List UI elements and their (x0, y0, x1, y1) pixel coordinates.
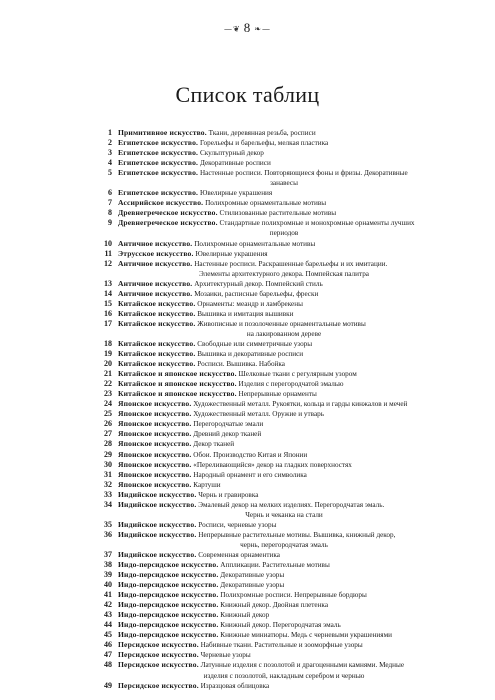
list-item (100, 168, 480, 188)
list-item-heading: Античное искусство. (118, 238, 193, 248)
list-item-description: «Переливающийся» декор на гладких поверхностях (193, 460, 352, 469)
list-item-number: 1 (108, 128, 112, 137)
list-item-heading: Ассирийское искусство. (118, 198, 204, 208)
list-item-number: 4 (108, 158, 112, 168)
list-item-number: 46 (104, 640, 112, 650)
list-item-continuation: Чернь и чеканка на стали (245, 510, 323, 519)
list-item-heading: Индо-персидское искусство. (118, 600, 219, 610)
list-item-heading: Античное искусство. (118, 258, 193, 268)
list-item-description: Росписи, черневые узоры (198, 520, 277, 529)
list-item-description: Ювелирные украшения (199, 189, 273, 198)
list-item-description: Непрерывные орнаменты (238, 390, 317, 399)
list-item-heading: Индо-персидское искусство. (118, 620, 219, 630)
list-item (100, 128, 480, 138)
list-item-number: 5 (108, 168, 112, 178)
list-item-number: 34 (104, 499, 112, 509)
list-item (100, 319, 480, 339)
list-item-number: 48 (104, 660, 112, 670)
list-item-description: Художественный металл. Рукоятки, кольца и гарды кинжалов и мечей (193, 400, 408, 409)
list-item-description: Изделия с перегородчатой эмалью (238, 380, 344, 389)
list-item-description: Черневые узоры (200, 651, 251, 660)
list-item-heading: Японское искусство. (118, 439, 192, 449)
list-item-number: 17 (104, 318, 112, 328)
list-item (100, 500, 480, 520)
list-item-description: Современная орнаментика (198, 550, 280, 559)
list-item-description: Скульптурный декор (199, 149, 264, 158)
list-item (100, 650, 480, 660)
list-item (100, 349, 480, 359)
list-item-number: 14 (104, 288, 112, 298)
list-item (100, 660, 480, 680)
list-item (100, 188, 480, 198)
list-item-description: Архитектурный декор. Помпейский стиль (194, 279, 323, 288)
list-item-heading: Древнегреческое искусство. (118, 218, 218, 228)
list-item-description: Аппликации. Растительные мотивы (220, 561, 330, 570)
page-title: Список таблиц (175, 82, 320, 107)
list-item-description: Чернь и гравировка (198, 490, 259, 499)
list-item-description: Стилизованные растительные мотивы (219, 209, 337, 218)
list-item-heading: Персидское искусство. (118, 680, 199, 690)
list-item-description: Книжные миниатюры. Медь с черневыми украшениями (220, 631, 392, 640)
list-item-number: 26 (104, 419, 112, 429)
list-item (100, 409, 480, 419)
list-item-heading: Японское искусство. (118, 429, 192, 439)
list-item (100, 439, 480, 449)
ornament-right: ❧— (254, 24, 271, 34)
list-item-number: 30 (104, 459, 112, 469)
list-item-number: 32 (104, 479, 112, 489)
list-item-description: Картуши (193, 480, 221, 489)
list-item (100, 379, 480, 389)
list-item-number: 6 (108, 188, 112, 198)
list-item (100, 550, 480, 560)
list-item-heading: Египетское искусство. (118, 138, 199, 148)
list-item-heading: Китайское искусство. (118, 298, 196, 308)
list-item-heading: Индо-персидское искусство. (118, 590, 219, 600)
list-item-number: 45 (104, 630, 112, 640)
list-item-heading: Китайское и японское искусство. (118, 369, 237, 379)
list-item-heading: Античное искусство. (118, 278, 193, 288)
list-item-number: 40 (104, 580, 112, 590)
list-item-description: Настенные росписи. Повторяющиеся фоны и фризы. Декоративные (199, 169, 408, 178)
list-item-heading: Японское искусство. (118, 469, 192, 479)
list-item (100, 610, 480, 620)
list-item (100, 389, 480, 399)
list-item-number: 10 (104, 238, 112, 248)
list-item (100, 580, 480, 590)
list-item-heading: Египетское искусство. (118, 148, 199, 158)
list-item-number: 2 (108, 138, 112, 148)
list-item-continuation: чернь, перегородчатая эмаль (240, 540, 328, 549)
list-item (100, 158, 480, 168)
list-item (100, 520, 480, 530)
list-item-heading: Китайское искусство. (118, 349, 196, 359)
list-item-continuation: занавесы (270, 179, 298, 188)
list-item-heading: Японское искусство. (118, 449, 192, 459)
list-item-heading: Японское искусство. (118, 419, 192, 429)
list-item-number: 36 (104, 529, 112, 539)
list-item (100, 289, 480, 299)
list-item-description: Настенные росписи. Раскрашенные барельефы и их имитации. (194, 259, 388, 268)
list-item-description: Эмалевый декор на мелких изделиях. Перегородчатая эмаль. (198, 500, 385, 509)
list-item-heading: Японское искусство. (118, 409, 192, 419)
list-item-continuation: на лакированном дереве (246, 329, 322, 338)
list-item (100, 681, 480, 691)
list-item-number: 9 (108, 218, 112, 228)
list-item-description: Вышивка и декоративные росписи (197, 350, 304, 359)
list-item-number: 44 (104, 620, 112, 630)
list-item-number: 43 (104, 610, 112, 620)
list-item-description: Латунные изделия с позолотой и драгоценными камнями. Медные (200, 661, 405, 670)
list-item-number: 18 (104, 338, 112, 348)
list-item-number: 22 (104, 379, 112, 389)
list-item (100, 450, 480, 460)
list-item-heading: Персидское искусство. (118, 650, 199, 660)
list-item-heading: Китайское искусство. (118, 359, 196, 369)
list-item (100, 299, 480, 309)
list-item-description: Непрерывные растительные мотивы. Вышивка, книжный декор, (198, 530, 396, 539)
list-item-number: 37 (104, 549, 112, 559)
list-item-description: Декоративные узоры (220, 581, 285, 590)
list-item-number: 29 (104, 449, 112, 459)
list-item-description: Книжный декор. Двойная плетенка (220, 601, 329, 610)
list-item (100, 339, 480, 349)
list-item-heading: Китайское искусство. (118, 338, 196, 348)
list-item-description: Декор тканей (193, 440, 235, 449)
list-item-number: 12 (104, 258, 112, 268)
list-item-number: 15 (104, 298, 112, 308)
list-item (100, 590, 480, 600)
list-item-heading: Примитивное искусство. (118, 128, 207, 137)
list-item-number: 24 (104, 399, 112, 409)
list-item-continuation: Элементы архитектурного декора. Помпейская палитра (199, 269, 369, 278)
list-item (100, 640, 480, 650)
list-item-heading: Индийское искусство. (118, 549, 197, 559)
list-item (100, 490, 480, 500)
list-item (100, 259, 480, 279)
list-item-number: 28 (104, 439, 112, 449)
page-number (0, 20, 495, 36)
list-item-number: 49 (104, 680, 112, 690)
list-item-number: 8 (108, 208, 112, 218)
list-item (100, 570, 480, 580)
list-item-number: 41 (104, 590, 112, 600)
list-item-description: Книжный декор. Перегородчатая эмаль (220, 621, 341, 630)
list-item-heading: Древнегреческое искусство. (118, 208, 218, 218)
list-item-heading: Персидское искусство. (118, 640, 199, 650)
table-list (100, 128, 480, 691)
list-item (100, 530, 480, 550)
list-item-number: 47 (104, 650, 112, 660)
list-item-number: 16 (104, 308, 112, 318)
list-item (100, 198, 480, 208)
page-number-value: 8 (243, 20, 252, 35)
list-item-heading: Персидское искусство. (118, 660, 199, 670)
list-item-description: Древний декор тканей (193, 430, 262, 439)
list-item-heading: Китайское искусство. (118, 308, 196, 318)
list-item-heading: Индо-персидское искусство. (118, 610, 219, 620)
list-item (100, 309, 480, 319)
list-item (100, 630, 480, 640)
list-item-heading: Египетское искусство. (118, 168, 199, 178)
list-item-heading: Китайское и японское искусство. (118, 379, 237, 389)
list-item (100, 480, 480, 490)
list-item-heading: Индийское искусство. (118, 519, 197, 529)
list-item-heading: Индийское искусство. (118, 499, 197, 509)
list-item-heading: Античное искусство. (118, 288, 193, 298)
list-item-description: Набивные ткани. Растительные и зооморфные узоры (200, 641, 363, 650)
list-item-number: 25 (104, 409, 112, 419)
list-item-heading: Этрусское искусство. (118, 248, 194, 258)
list-item-description: Обои. Производство Китая и Японии (193, 450, 308, 459)
list-item-continuation: периодов (269, 229, 299, 238)
list-item-heading: Индийское искусство. (118, 529, 197, 539)
list-item-description: Полихромные орнаментальные мотивы (194, 239, 316, 248)
list-item-heading: Индо-персидское искусство. (118, 630, 219, 640)
list-item-number: 19 (104, 349, 112, 359)
list-item-description: Шелковые ткани с регулярным узором (238, 370, 357, 379)
list-item (100, 419, 480, 429)
list-item (100, 208, 480, 218)
list-item-number: 31 (104, 469, 112, 479)
list-item (100, 239, 480, 249)
list-item (100, 600, 480, 610)
ornament-left: —❦ (224, 24, 241, 34)
list-item-description: Ткани, деревянная резьба, росписи (208, 129, 316, 137)
list-item-heading: Японское искусство. (118, 479, 192, 489)
list-item-description: Живописные и позолоченные орнаментальные мотивы (197, 319, 366, 328)
list-item (100, 279, 480, 289)
list-item-heading: Японское искусство. (118, 459, 192, 469)
list-item-number: 20 (104, 359, 112, 369)
list-item (100, 138, 480, 148)
list-item-description: Ювелирные украшения (195, 249, 268, 258)
list-item (100, 369, 480, 379)
list-item-description: Изразцовая облицовка (200, 681, 270, 690)
list-item (100, 399, 480, 409)
list-item-description: Орнаменты: меандр и ламбрекены (197, 299, 303, 308)
list-item-description: Росписи. Вышивка. Набойка (197, 360, 285, 369)
list-item-description: Декоративные росписи (199, 159, 271, 168)
list-item-heading: Индо-персидское искусство. (118, 570, 219, 580)
list-item (100, 148, 480, 158)
list-item-description: Горельефы и барельефы, мелкая пластика (199, 139, 329, 148)
list-item (100, 218, 480, 238)
list-item (100, 620, 480, 630)
list-item-description: Декоративные узоры (220, 571, 285, 580)
list-item-heading: Индийское искусство. (118, 489, 197, 499)
list-item-description: Полихромные орнаментальные мотивы (205, 199, 327, 208)
list-item (100, 429, 480, 439)
list-item-heading: Индо-персидское искусство. (118, 580, 219, 590)
list-item-description: Народный орнамент и его символика (193, 470, 307, 479)
list-item-description: Полихромные росписи. Непрерывные бордюры (220, 591, 367, 600)
list-item-number: 38 (104, 560, 112, 570)
list-item (100, 460, 480, 470)
list-item-description: Художественный металл. Оружие и утварь (193, 410, 325, 419)
list-item-heading: Китайское и японское искусство. (118, 389, 237, 399)
list-item-number: 42 (104, 600, 112, 610)
list-item-number: 39 (104, 570, 112, 580)
list-item-number: 23 (104, 389, 112, 399)
list-item-number: 33 (104, 489, 112, 499)
list-item (100, 470, 480, 480)
list-item-number: 13 (104, 278, 112, 288)
list-item-description: Мозаики, расписные барельефы, фрески (194, 289, 319, 298)
list-item-number: 27 (104, 429, 112, 439)
list-item-number: 35 (104, 519, 112, 529)
list-item-number: 3 (108, 148, 112, 158)
list-item (100, 359, 480, 369)
list-item-continuation: изделия с позолотой, накладным серебром и чернью (203, 671, 365, 680)
list-item-description: Вышивка и имитация вышивки (197, 309, 294, 318)
list-item-number: 7 (108, 198, 112, 208)
list-item-heading: Индо-персидское искусство. (118, 560, 219, 570)
list-item-heading: Египетское искусство. (118, 188, 199, 198)
list-item-description: Перегородчатые эмали (193, 420, 264, 429)
list-item-number: 21 (104, 369, 112, 379)
list-item (100, 560, 480, 570)
list-item-description: Книжный декор (220, 611, 270, 620)
list-item-description: Свободные или симметричные узоры (197, 339, 313, 348)
list-item-heading: Египетское искусство. (118, 158, 199, 168)
list-item (100, 249, 480, 259)
list-item-number: 11 (104, 248, 112, 258)
list-item-heading: Японское искусство. (118, 399, 192, 409)
list-item-heading: Китайское искусство. (118, 318, 196, 328)
list-item-description: Стандартные полихромные и монохромные орнаменты лучших (219, 219, 415, 228)
